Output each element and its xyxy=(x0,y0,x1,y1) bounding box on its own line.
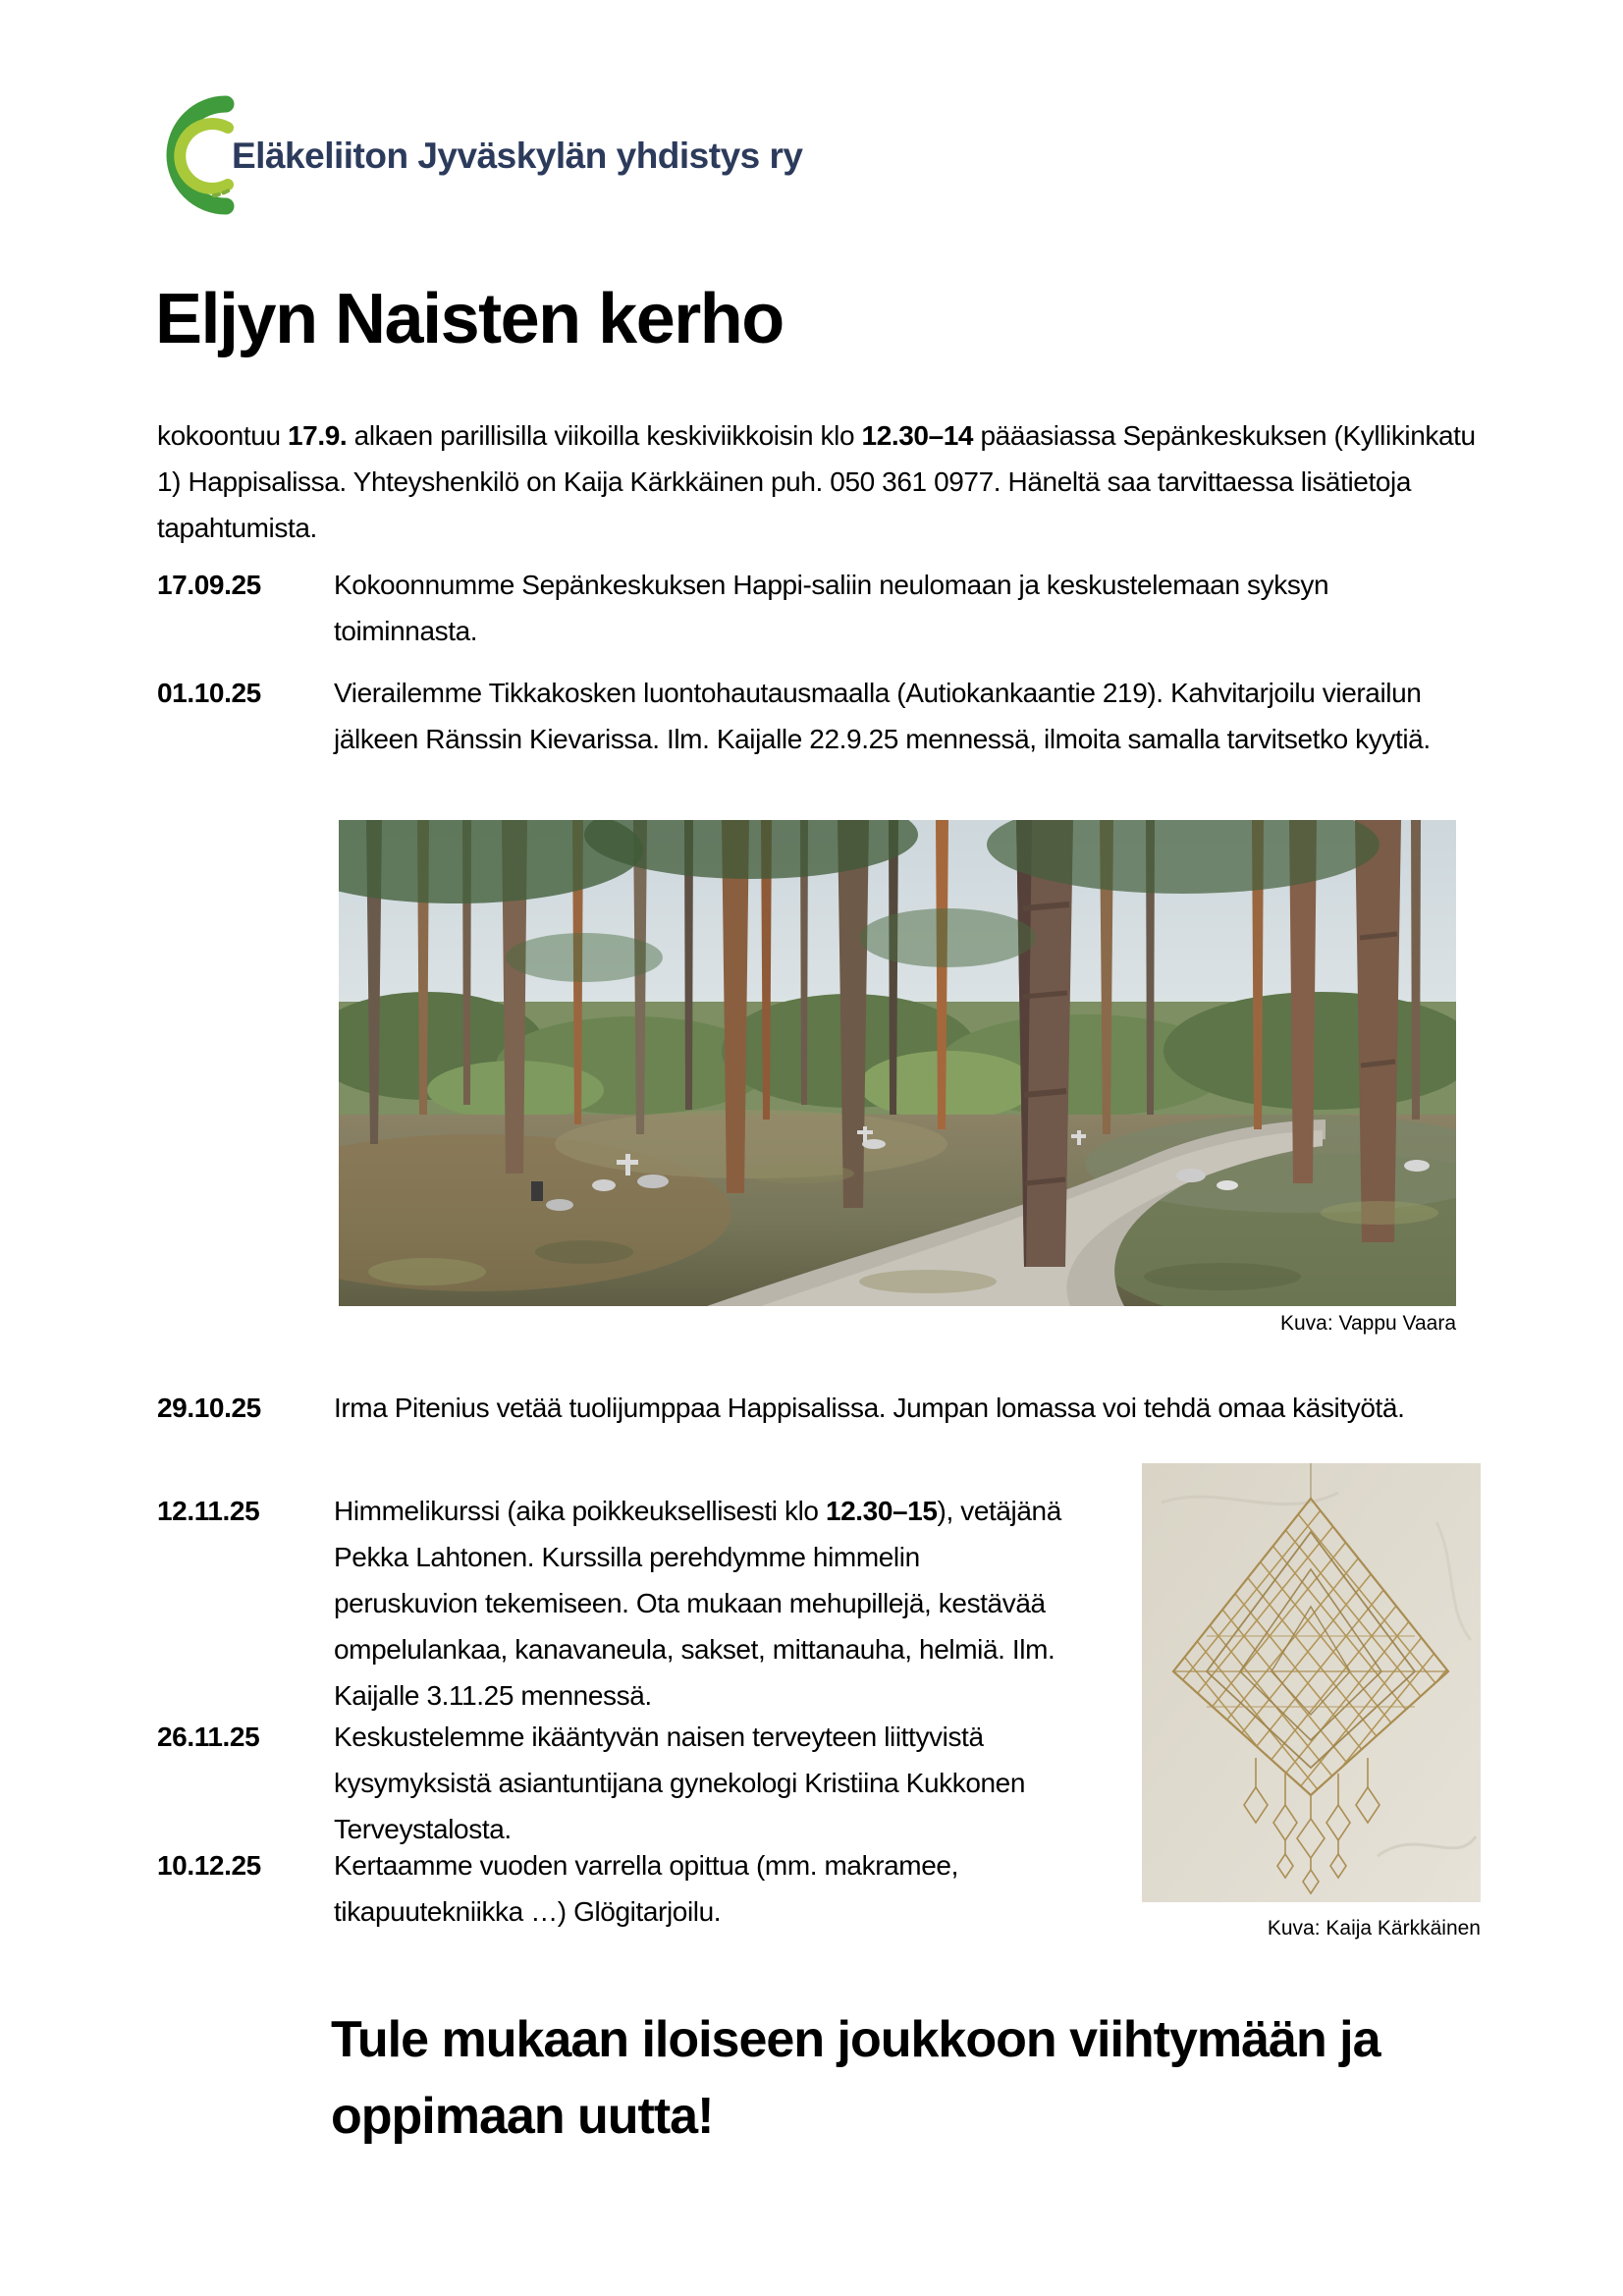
event-date: 01.10.25 xyxy=(157,678,261,708)
intro-text: alkaen parillisilla viikoilla keskiviikkoisin klo xyxy=(347,420,862,451)
event-description: Kertaamme vuoden varrella opittua (mm. makramee, tikapuutekniikka …) Glögitarjoilu. xyxy=(334,1850,958,1927)
intro-start-date: 17.9. xyxy=(288,420,348,451)
intro-paragraph xyxy=(157,412,1502,551)
event-description: Keskustelemme ikääntyvän naisen terveyteen liittyvistä kysymyksistä asiantuntijana gynekologi Kristiina Kukkonen Terveystalosta. xyxy=(334,1722,1026,1844)
forest-photo xyxy=(339,820,1456,1306)
intro-text: kokoontuu xyxy=(157,420,288,451)
logo xyxy=(153,94,803,218)
event-row xyxy=(157,1385,1473,1431)
event-text: ), vetäjänä Pekka Lahtonen. Kurssilla perehdymme himmelin peruskuvion tekemiseen. Ota mukaan mehupillejä, kestävää ompelulankaa, kanavaneula, sakset, mittanauha, helmiä. Ilm. Kaijalle 3.11.25 mennessä. xyxy=(334,1496,1061,1711)
closing-statement: Tule mukaan iloiseen joukkoon viihtymään ja oppimaan uutta! xyxy=(331,2011,1380,2145)
event-description xyxy=(334,1488,1065,1719)
logo-crescent-icon xyxy=(153,94,243,218)
intro-text: pääasiassa Sepänkeskuksen (Kyllikinkatu 1) Happisalissa. Yhteyshenkilö on Kaija Kärkkäinen puh. 050 361 0977. Häneltä saa tarvittaessa lisätietoja tapahtumista. xyxy=(157,420,1476,543)
himmeli-photo xyxy=(1142,1463,1481,1902)
event-row xyxy=(157,562,1473,654)
event-date: 10.12.25 xyxy=(157,1850,261,1881)
event-date: 26.11.25 xyxy=(157,1722,260,1752)
event-date: 17.09.25 xyxy=(157,570,261,600)
event-date: 29.10.25 xyxy=(157,1393,261,1423)
event-row xyxy=(157,1714,1119,1852)
event-time: 12.30–15 xyxy=(825,1496,938,1526)
intro-time: 12.30–14 xyxy=(861,420,974,451)
page-title: Eljyn Naisten kerho xyxy=(155,280,784,358)
event-row xyxy=(157,1842,1119,1935)
himmeli-photo-caption: Kuva: Kaija Kärkkäinen xyxy=(1267,1917,1481,1940)
event-row xyxy=(157,1488,1065,1719)
forest-photo-caption: Kuva: Vappu Vaara xyxy=(1279,1312,1456,1335)
event-description: Kokoonnumme Sepänkeskuksen Happi-saliin neulomaan ja keskustelemaan syksyn toiminnasta. xyxy=(334,570,1329,646)
event-date: 12.11.25 xyxy=(157,1496,260,1526)
event-description: Irma Pitenius vetää tuolijumppaa Happisalissa. Jumpan lomassa voi tehdä omaa käsityötä. xyxy=(334,1393,1405,1423)
event-text: Himmelikurssi (aika poikkeuksellisesti klo xyxy=(334,1496,826,1526)
event-description: Vierailemme Tikkakosken luontohautausmaalla (Autiokankaantie 219). Kahvitarjoilu vierailun jälkeen Ränssin Kievarissa. Ilm. Kaijalle 22.9.25 mennessä, ilmoita samalla tarvitsetko kyytiä. xyxy=(334,678,1431,754)
logo-text: Eläkeliiton Jyväskylän yhdistys ry xyxy=(232,136,803,176)
event-row xyxy=(157,670,1473,762)
